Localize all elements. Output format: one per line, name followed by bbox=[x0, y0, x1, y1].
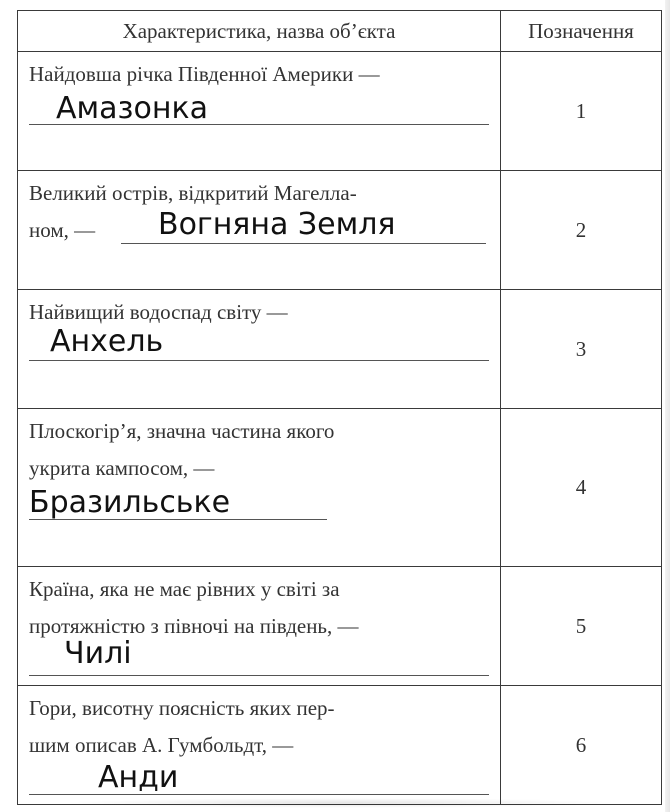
characteristic-cell bbox=[18, 290, 501, 409]
handwritten-answer: Анди bbox=[98, 760, 179, 795]
designation-cell: 2 bbox=[501, 171, 662, 290]
answer-line bbox=[29, 519, 327, 520]
geography-worksheet-table bbox=[17, 10, 662, 805]
row-description-line1: Гори, висотну поясність яких пер- bbox=[29, 696, 335, 720]
handwritten-answer: Амазонка bbox=[56, 91, 208, 126]
designation-cell: 3 bbox=[501, 290, 662, 409]
header-characteristic: Характеристика, назва об’єкта bbox=[18, 11, 501, 52]
answer-line bbox=[29, 360, 489, 361]
handwritten-answer: Анхель bbox=[50, 324, 164, 359]
table-row bbox=[18, 52, 662, 171]
row-description-line2: протяжністю з півночі на південь, — bbox=[29, 614, 359, 638]
row-description-line1: Країна, яка не має рівних у світі за bbox=[29, 577, 340, 601]
characteristic-cell bbox=[18, 409, 501, 567]
designation-cell: 4 bbox=[501, 409, 662, 567]
header-designation: Позначення bbox=[501, 11, 662, 52]
designation-cell: 1 bbox=[501, 52, 662, 171]
designation-cell: 6 bbox=[501, 686, 662, 805]
characteristic-cell bbox=[18, 52, 501, 171]
table-row bbox=[18, 290, 662, 409]
row-description-line1: Найдовша річка Південної Америки — bbox=[29, 62, 380, 86]
answer-line bbox=[29, 794, 489, 795]
table-row bbox=[18, 686, 662, 805]
answer-line bbox=[29, 675, 489, 676]
page-right-edge bbox=[665, 0, 670, 812]
row-description-line1: Великий острів, відкритий Магелла- bbox=[29, 181, 357, 205]
header-row bbox=[18, 11, 662, 52]
answer-line bbox=[29, 124, 489, 125]
handwritten-answer: Чилі bbox=[64, 636, 132, 671]
row-description-line2: ном, — bbox=[29, 218, 96, 242]
row-description-line1: Плоскогір’я, значна частина якого bbox=[29, 419, 335, 443]
table-row bbox=[18, 567, 662, 686]
row-description-line2: шим описав А. Гумбольдт, — bbox=[29, 733, 294, 757]
handwritten-answer: Бразильське bbox=[29, 485, 231, 520]
row-description-line1: Найвищий водоспад світу — bbox=[29, 300, 288, 324]
table-row bbox=[18, 409, 662, 567]
characteristic-cell bbox=[18, 567, 501, 686]
designation-cell: 5 bbox=[501, 567, 662, 686]
page-bottom-shadow bbox=[60, 798, 620, 808]
table-row bbox=[18, 171, 662, 290]
characteristic-cell bbox=[18, 171, 501, 290]
answer-line bbox=[121, 243, 486, 244]
handwritten-answer: Вогняна Земля bbox=[158, 207, 396, 242]
characteristic-cell bbox=[18, 686, 501, 805]
row-description-line2: укрита кампосом, — bbox=[29, 456, 215, 480]
